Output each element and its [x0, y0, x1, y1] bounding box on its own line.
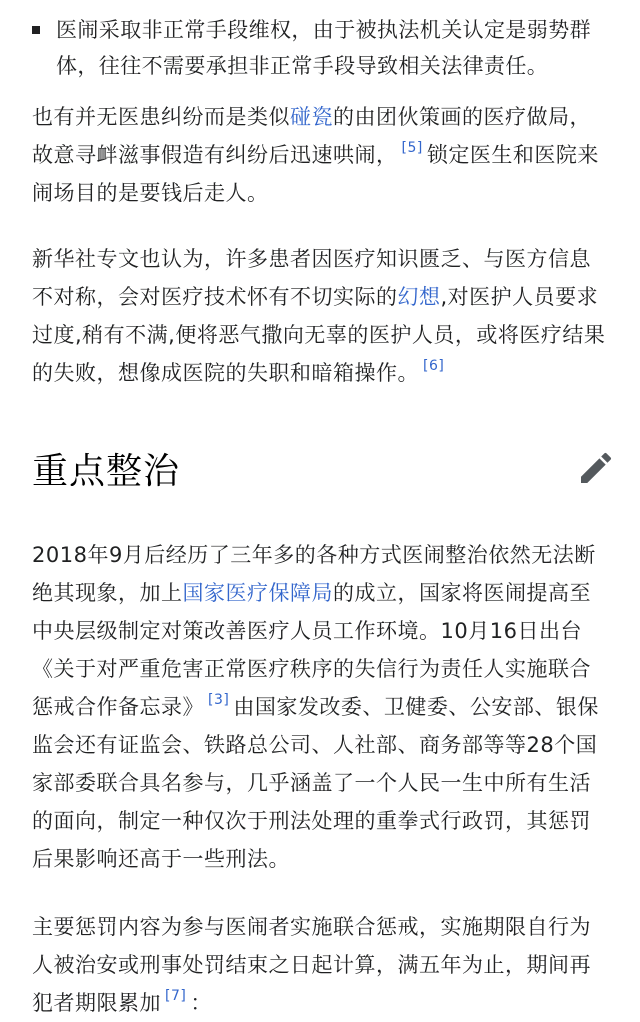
link-national-healthcare-security[interactable]: 国家医疗保障局 [182, 581, 333, 605]
edit-section-button[interactable] [576, 448, 616, 488]
section-title: 重点整治 [32, 451, 181, 492]
reference-7[interactable]: [7] [165, 988, 187, 1004]
link-pengci[interactable]: 碰瓷 [290, 105, 333, 129]
paragraph-xinhua-view: 新华社专文也认为，许多患者因医疗知识匮乏、与医方信息不对称，会对医疗技术怀有不切实际的幻想,对医护人员要求过度,稍有不满,便将恶气撒向无辜的医护人员，或将医疗结果的失败，想像成医院的失职和暗箱操作。 [6] [32, 247, 606, 385]
list-item [32, 12, 612, 84]
reference-6[interactable]: [6] [423, 358, 445, 374]
section-header [32, 442, 612, 502]
list-item-text: 医闹采取非正常手段维权，由于被执法机关认定是弱势群体，往往不需要承担非正常手段导致相关法律责任。 [56, 18, 591, 78]
paragraph-rectification: 2018年9月后经历了三年多的各种方式医闹整治依然无法断绝其现象，加上国家医疗保障局的成立，国家将医闹提高至中央层级制定对策改善医疗人员工作环境。10月16日出台《关于对严重危害正常医疗秩序的失信行为责任人实施联合惩戒合作备忘录》 [3] 由国家发改委、卫健委、公安部、银保监会还有证监会、铁路总公司、人社部、商务部等等28个国家部委联合具名参与，几乎涵盖了一个人民一生中所有生活的面向，制定一种仅次于刑法处理的重拳式行政罚，其惩罚后果影响还高于一些刑法。 [32, 543, 599, 871]
paragraph-penalties: 主要惩罚内容为参与医闹者实施联合惩戒，实施期限自行为人被治安或刑事处罚结束之日起计算，满五年为止，期间再犯者期限累加 [7] ： [32, 915, 591, 1015]
link-huanxiang[interactable]: 幻想 [397, 285, 441, 309]
reference-3[interactable]: [3] [208, 692, 230, 708]
reference-5[interactable]: [5] [401, 140, 423, 156]
bullet-icon [32, 26, 40, 34]
article-body [32, 0, 612, 1022]
pencil-icon [576, 448, 616, 488]
paragraph-staged-disputes: 也有并无医患纠纷而是类似碰瓷的由团伙策画的医疗做局，故意寻衅滋事假造有纠纷后迅速哄闹， [5] 锁定医生和医院来闹场目的是要钱后走人。 [32, 105, 599, 205]
